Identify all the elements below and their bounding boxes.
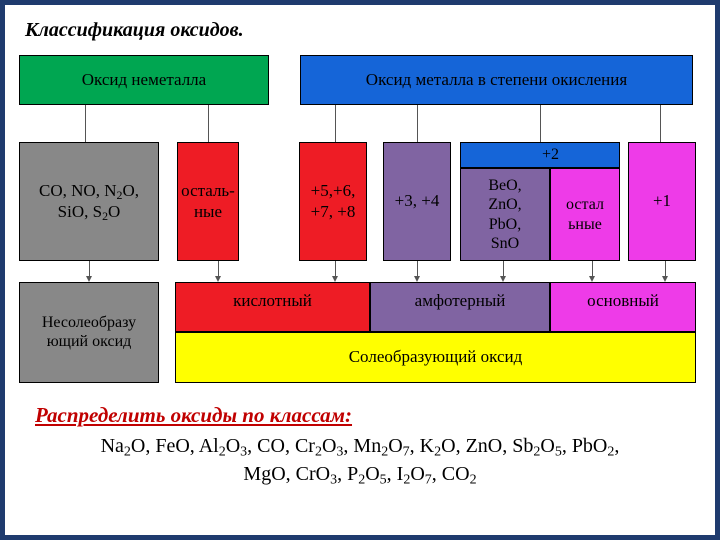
oxidation-two-examples-box: [460, 168, 550, 261]
connector-line: [218, 261, 219, 277]
connector-line: [540, 105, 541, 142]
subscript: 2: [434, 444, 442, 460]
nonsalt-oxide-line: ющий оксид: [46, 333, 132, 351]
oxidation-one-box: [628, 142, 696, 261]
subscript: 2: [469, 472, 477, 488]
rest-nonmetal-line: осталь-: [181, 181, 235, 201]
rest-metal-line: остал: [566, 196, 604, 214]
subscript: 7: [402, 444, 410, 460]
oxidation-two-example: BeO,: [488, 177, 522, 195]
subscript: 2: [403, 472, 411, 488]
oxidation-two-label: +2: [541, 146, 559, 164]
subscript: 3: [330, 472, 338, 488]
subscript: 2: [123, 444, 131, 460]
oxidation-mid-box: [383, 142, 451, 261]
formula-text: , Mn: [343, 435, 382, 457]
page-title: Классификация оксидов.: [25, 19, 244, 41]
rest-nonmetal-box: [177, 142, 239, 261]
connector-line: [503, 261, 504, 277]
salt-forming-oxide-box: [175, 332, 696, 383]
subscript: 2: [314, 444, 322, 460]
formula-text: CO, NO, N: [39, 181, 117, 201]
acidic-oxide-box: [175, 282, 370, 332]
oxidation-high-line: +5,+6,: [310, 181, 356, 201]
rest-metal-line: ьные: [568, 215, 602, 233]
formula-text: O, FeO, Al: [130, 435, 219, 457]
subscript: 2: [533, 444, 541, 460]
formula-text: , P: [337, 463, 359, 485]
salt-forming-oxide-label: Солеобразующий оксид: [348, 347, 523, 366]
oxidation-two-examples-text: [488, 176, 521, 253]
oxidation-mid-text: +3, +4: [394, 191, 440, 211]
connector-line: [335, 261, 336, 277]
subscript: 5: [379, 472, 387, 488]
subscript: 5: [554, 444, 562, 460]
formula-text: O: [321, 435, 337, 457]
subscript: 2: [218, 444, 226, 460]
connector-line: [417, 261, 418, 277]
subscript: 2: [102, 208, 109, 223]
formula-text: MgO, CrO: [243, 463, 331, 485]
formula-text: O: [540, 435, 555, 457]
subscript: 2: [381, 444, 389, 460]
connector-line: [85, 105, 86, 142]
subscript: 2: [607, 444, 615, 460]
formula-text: O: [388, 435, 403, 457]
nonmetal-oxide-header-label: Оксид неметалла: [81, 70, 207, 89]
oxidation-high-box: [299, 142, 367, 261]
oxidation-high-line: +7, +8: [310, 201, 356, 221]
formula-text: , I: [386, 463, 404, 485]
formula-text: O, ZnO, Sb: [441, 435, 534, 457]
rest-nonmetal-line: ные: [193, 201, 223, 221]
amphoteric-oxide-label: амфотерный: [414, 291, 506, 310]
formula-text: , CO: [431, 463, 470, 485]
formula-text: O: [108, 201, 121, 221]
connector-line: [335, 105, 336, 142]
formula-text: O: [225, 435, 241, 457]
basic-oxide-label: основный: [587, 291, 659, 310]
subscript: 2: [358, 472, 366, 488]
formula-text: O,: [122, 181, 139, 201]
oxidation-two-example: ZnO,: [488, 196, 522, 214]
oxidation-high-text: [311, 181, 356, 222]
subscript: 3: [240, 444, 248, 460]
rest-metal-text: [566, 195, 604, 233]
formula-text: , PbO: [561, 435, 608, 457]
formula-text: SiO, S: [57, 201, 103, 221]
formula-text: , CO, Cr: [247, 435, 315, 457]
nonsalt-oxide-text: [42, 313, 136, 351]
connector-line: [592, 261, 593, 277]
formula-text: O: [365, 463, 380, 485]
subscript: 7: [424, 472, 432, 488]
nonmetal-oxide-header: [19, 55, 269, 105]
amphoteric-oxide-box: [370, 282, 550, 332]
rest-nonmetal-text: [181, 181, 235, 222]
oxidation-one-text: +1: [652, 191, 672, 211]
task-oxide-list-line1: [5, 435, 715, 458]
nonsalt-examples-box: [19, 142, 159, 261]
subscript: 3: [336, 444, 344, 460]
task-title: Распределить оксиды по классам:: [35, 403, 353, 427]
connector-line: [417, 105, 418, 142]
formula-text: Na: [100, 435, 124, 457]
task-oxide-list-line2: [5, 463, 715, 486]
formula-text: O: [410, 463, 425, 485]
oxidation-two-header: [460, 142, 620, 168]
formula-text: , K: [409, 435, 435, 457]
rest-metal-box: [550, 168, 620, 261]
connector-line: [665, 261, 666, 277]
connector-line: [660, 105, 661, 142]
acidic-oxide-label: кислотный: [233, 291, 312, 310]
metal-oxide-header-label: Оксид металла в степени окисления: [365, 70, 628, 89]
connector-line: [89, 261, 90, 277]
subscript: 2: [116, 188, 123, 203]
nonsalt-examples-text: [39, 181, 139, 222]
oxidation-two-example: PbO,: [488, 215, 522, 233]
basic-oxide-box: [550, 282, 696, 332]
connector-line: [208, 105, 209, 142]
slide: [5, 5, 715, 535]
nonsalt-oxide-box: [19, 282, 159, 383]
oxidation-two-example: SnO: [490, 234, 520, 252]
nonsalt-oxide-line: Несолеобразу: [41, 314, 137, 331]
formula-text: ,: [614, 435, 620, 457]
metal-oxide-header: [300, 55, 693, 105]
